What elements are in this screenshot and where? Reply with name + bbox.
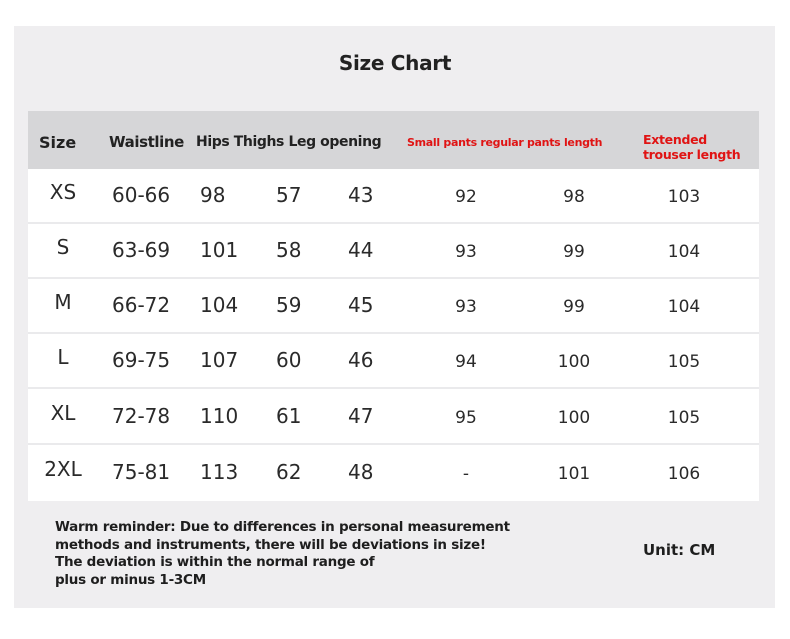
cell-waistline: 60-66: [112, 183, 171, 207]
cell-extended-length: 103: [667, 187, 701, 207]
reminder-line-2: methods and instruments, there will be deviations in size!: [55, 536, 486, 553]
table-row: [28, 334, 759, 389]
cell-small-length: 93: [455, 242, 477, 262]
cell-leg-opening: 43: [348, 183, 374, 207]
cell-small-length: 95: [455, 408, 477, 428]
table-header-row: [28, 111, 759, 169]
cell-size: XL: [50, 401, 76, 425]
cell-regular-length: 99: [563, 242, 585, 262]
cell-hips: 101: [200, 238, 239, 262]
header-size: Size: [39, 133, 77, 152]
table-row: [28, 169, 759, 224]
cell-thighs: 59: [276, 293, 302, 317]
cell-size: S: [56, 235, 70, 259]
cell-regular-length: 101: [557, 464, 591, 484]
cell-thighs: 62: [276, 460, 302, 484]
cell-hips: 110: [200, 404, 239, 428]
unit-label: Unit: CM: [643, 541, 716, 559]
warm-reminder-note: [55, 519, 525, 589]
cell-waistline: 72-78: [112, 404, 171, 428]
cell-hips: 107: [200, 348, 239, 372]
header-extended-line2: trouser length: [643, 147, 741, 162]
cell-small-length: 92: [455, 187, 477, 207]
cell-size: M: [54, 290, 72, 314]
cell-thighs: 61: [276, 404, 302, 428]
cell-extended-length: 105: [667, 408, 701, 428]
reminder-line-4: plus or minus 1-3CM: [55, 571, 206, 588]
cell-thighs: 58: [276, 238, 302, 262]
cell-waistline: 69-75: [112, 348, 171, 372]
table-row: [28, 390, 759, 445]
table-row: [28, 224, 759, 279]
header-waistline: Waistline: [109, 133, 184, 151]
cell-regular-length: 99: [563, 297, 585, 317]
cell-small-length: 93: [455, 297, 477, 317]
cell-thighs: 60: [276, 348, 302, 372]
cell-small-length: 94: [455, 352, 477, 372]
cell-waistline: 63-69: [112, 238, 171, 262]
cell-hips: 104: [200, 293, 239, 317]
cell-size: 2XL: [44, 457, 82, 481]
cell-regular-length: 100: [557, 408, 591, 428]
header-hips-thighs-leg: Hips Thighs Leg opening: [196, 134, 382, 150]
cell-leg-opening: 48: [348, 460, 374, 484]
header-extended-line1: Extended: [643, 132, 707, 147]
cell-extended-length: 104: [667, 242, 701, 262]
size-table: [28, 111, 759, 501]
cell-leg-opening: 47: [348, 404, 374, 428]
cell-extended-length: 104: [667, 297, 701, 317]
header-extended-length: [643, 132, 740, 162]
cell-hips: 113: [200, 460, 239, 484]
cell-regular-length: 100: [557, 352, 591, 372]
cell-thighs: 57: [276, 183, 302, 207]
cell-leg-opening: 46: [348, 348, 374, 372]
cell-regular-length: 98: [563, 187, 585, 207]
cell-extended-length: 105: [667, 352, 701, 372]
table-row: [28, 446, 759, 499]
cell-extended-length: 106: [667, 464, 701, 484]
table-row: [28, 279, 759, 334]
cell-size: L: [57, 345, 69, 369]
cell-small-length: -: [462, 464, 470, 484]
cell-leg-opening: 44: [348, 238, 374, 262]
header-small-regular-length: Small pants regular pants length: [407, 136, 603, 149]
cell-waistline: 75-81: [112, 460, 171, 484]
reminder-line-1: Warm reminder: Due to differences in personal measurement: [55, 519, 510, 535]
page-title: Size Chart: [338, 51, 452, 75]
cell-leg-opening: 45: [348, 293, 374, 317]
cell-waistline: 66-72: [112, 293, 171, 317]
reminder-line-3: The deviation is within the normal range of: [55, 554, 375, 570]
cell-hips: 98: [200, 183, 226, 207]
cell-size: XS: [49, 180, 77, 204]
